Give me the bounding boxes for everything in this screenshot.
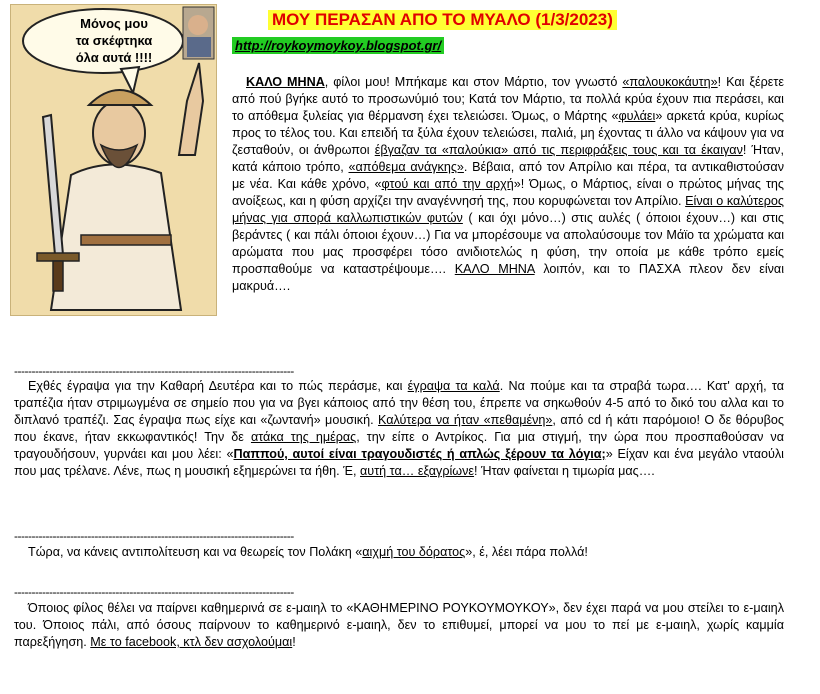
paragraph-clean-monday xyxy=(14,378,784,480)
text-span: φυλάει xyxy=(618,109,656,123)
text-span: ! xyxy=(292,635,296,649)
text-span: ! Ήταν, κατά κάποιο τρόπο, xyxy=(232,143,784,174)
text-span: . Βέβαια, από τον Απρίλιο και πέρα, τα αντικαθιστούσαν με νέα. Και κάθε χρόνο, « xyxy=(232,160,784,191)
text-span: ! Ήταν φαίνεται η τιμωρία μας…. xyxy=(474,464,655,478)
blog-link-box xyxy=(232,37,444,54)
separator-line: -------------------------------------------------------------------------------- xyxy=(14,365,294,377)
text-span: , την είπε ο Αντρίκος. Για μια στιγμή, την ώρα που προσπαθούσαν να τραγουδήσουν, γυρνάει και μου λέει: « xyxy=(14,430,784,461)
text-span: » αρκετά κρύα, κυρίως προς το τέλος του. Και επειδή τα ξύλα έχουν τελειώσει, παλιά, μη έχοντας τι άλλο να κάψουν για να ζεσταθούν, οι άνθρωποι xyxy=(232,109,784,157)
text-span: έβγαζαν τα «παλούκια» από τις περιφράξεις τους και τα έκαιγαν xyxy=(374,143,743,157)
bubble-line: Μόνος μου xyxy=(80,16,148,31)
speech-bubble-text xyxy=(49,15,179,66)
text-span: Καλύτερα να ήταν «πεθαμένη» xyxy=(378,413,553,427)
text-span: έγραψα τα καλά xyxy=(407,379,500,393)
separator-line: -------------------------------------------------------------------------------- xyxy=(14,530,294,542)
text-span: ! Και ξέρετε από πού βγήκε αυτό το προσωνύμιό του; Κατά τον Μάρτιο, τα πολλά κρύα έχουν πια περάσει, και το απόθεμα ξυλείας για θέρμανση έχει τελειώσει. Όμως, ο Μάρτης « xyxy=(232,75,784,123)
blog-link[interactable]: http://roykoymoykoy.blogspot.gr/ xyxy=(235,38,442,53)
text-span: Όποιος φίλος θέλει να παίρνει καθημερινά σε ε-μαιηλ το «ΚΑΘΗΜΕΡΙΝΟ ΡΟΥΚΟΥΜΟΥΚΟΥ», δεν έχει παρά να μου στείλει το ε-μαιηλ του. Όποιος πάλι, από όσους παίρνουν το καθημερινό ε-μαιηλ, δεν το επιθυμεί, μπορεί να μου το πεί με ε-μαιηλ, χωρίς καμμία παρεξήγηση. xyxy=(14,601,784,649)
text-span: αυτή τα… εξαγρίωνε xyxy=(360,464,475,478)
text-span: Με το facebook, κτλ δεν ασχολούμαι xyxy=(90,635,293,649)
text-span: »! Όμως, ο Μάρτιος, είναι ο πρώτος μήνας της ανοίξεως, και η φύση αρχίζει την αναγέννησή της, που κορυφώνεται τον Απρίλιο. xyxy=(232,177,784,208)
cartoon-illustration xyxy=(10,4,217,316)
text-span: αιχμή του δόρατος xyxy=(362,545,466,559)
text-span: φτού και από την αρχή xyxy=(381,177,514,191)
text-span: Παππού, αυτοί είναι τραγουδιστές ή απλώς ξέρουν τα λόγια; xyxy=(233,447,606,461)
page-title: ΜΟΥ ΠΕΡΑΣΑΝ ΑΠΟ ΤΟ ΜΥΑΛΟ (1/3/2023) xyxy=(268,10,617,30)
text-span: . Να πούμε και τα στραβά τωρα…. Κατ' αρχή, τα τραπέζια ήταν στριμωγμένα σε σημείο που για να βγει κάποιος από την θέση του, έπρεπε να σηκωθούν 4-5 από το δικό του αλλα και το διπλανό τραπέζι. Σας έγραψα πως είχε και «ζωντανή» μουσική. xyxy=(14,379,784,427)
text-span: λοιπόν, και το ΠΑΣΧΑ πλεον δεν είναι μακρυά…. xyxy=(232,262,784,293)
text-span: Τώρα, να κάνεις αντιπολίτευση και να θεωρείς τον Πολάκη « xyxy=(28,545,363,559)
text-span: », έ, λέει πάρα πολλά! xyxy=(465,545,588,559)
text-span: ατάκα της ημέρας xyxy=(250,430,357,444)
paragraph-polakis xyxy=(14,544,784,561)
text-span: ΚΑΛΟ ΜΗΝΑ xyxy=(246,75,325,89)
paragraph-march-intro xyxy=(232,74,784,295)
text-span: Εχθές έγραψα για την Καθαρή Δευτέρα και το πώς περάσμε, και xyxy=(28,379,408,393)
text-span: , φίλοι μου! Μπήκαμε και στον Μάρτιο, τον γνωστό xyxy=(324,75,623,89)
text-span: Είναι ο καλύτερος μήνας για σπορά καλλωπιστικών φυτών xyxy=(232,194,784,225)
separator-line: -------------------------------------------------------------------------------- xyxy=(14,586,294,598)
text-span: ΚΑΛΟ ΜΗΝΑ xyxy=(454,262,535,276)
text-span: , από cd ή κάτι παρόμοιο! Ο δε θόρυβος που έκανε, ήταν εκκωφαντικός! Την δε xyxy=(14,413,784,444)
text-span: «παλουκοκάυτη» xyxy=(622,75,718,89)
bubble-line: τα σκέφτηκα xyxy=(75,33,153,48)
bubble-line: όλα αυτά !!!! xyxy=(75,50,153,65)
text-span: «απόθεμα ανάγκης» xyxy=(348,160,464,174)
text-span: » Είχαν και ένα μεγάλο νταούλι που μας τρέλανε. Λένε, πως η μουσική εξημερώνει τα ήθη. Έ, xyxy=(14,447,784,478)
paragraph-email-subscribe xyxy=(14,600,784,651)
text-span: ( και όχι μόνο…) στις αυλές ( όποιοι έχουν…) και στις βεράντες ( και πάλι όποιοι έχουν…) Για να μπορέσουμε να απολαύσουμε τον Μάϊο τα χρώματα και αρώματα που μας προσφέρει τόσο ανιδιοτελώς η φύση, την οποία με κάθε τρόπο εμείς προσπαθούμε να καταστρέψουμε…. xyxy=(232,211,784,276)
